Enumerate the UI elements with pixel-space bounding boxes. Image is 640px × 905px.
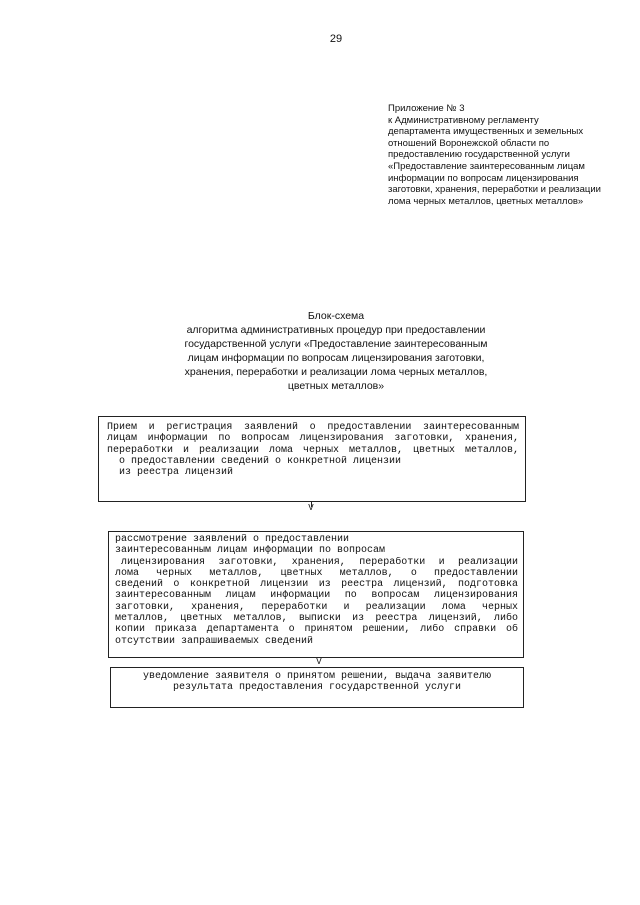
flow-box-line: переработки и реализации лома черных металлов, цветных металлов, (107, 444, 519, 456)
flow-box-line: Прием и регистрация заявлений о предоставлении заинтересованным (107, 422, 519, 433)
title-line: цветных металлов» (287, 380, 385, 392)
appendix-line: Приложение № 3 (388, 103, 465, 114)
flow-box-notification (110, 667, 524, 708)
flow-box-line: отсутствии запрашиваемых сведений (115, 635, 314, 647)
appendix-heading (388, 103, 633, 207)
flow-box-review (108, 531, 524, 658)
flow-arrow-down: V (308, 503, 314, 513)
appendix-line: отношений Воронежской области по (388, 137, 550, 149)
title-line: государственной услуги «Предоставление заинтересованным (184, 338, 488, 350)
appendix-line: к Административному регламенту (388, 114, 539, 126)
appendix-line: лома черных металлов, цветных металлов» (388, 195, 584, 207)
flow-box-line: металлов, цветных металлов, выписки из реестра лицензий, либо (115, 613, 518, 625)
appendix-line: заготовки, хранения, переработки и реализации (388, 184, 601, 196)
flow-box-line: заинтересованным лицам информации по вопросам лицензирования (115, 590, 518, 602)
flow-box-line: лицам информации по вопросам лицензирования заготовки, хранения, (107, 433, 519, 445)
flow-box-line: лицензирования заготовки, хранения, переработки и реализации (121, 556, 518, 568)
title-line: хранения, переработки и реализации лома черных металлов, (184, 366, 488, 378)
page-number: 29 (329, 33, 343, 45)
flow-box-line: заинтересованным лицам информации по вопросам (115, 545, 386, 557)
title-line: Блок-схема (307, 310, 365, 322)
appendix-line: информации по вопросам лицензирования (388, 172, 579, 184)
document-title (150, 309, 522, 393)
flow-box-line: копии приказа департамента о принятом решении, либо справки об (115, 624, 518, 636)
flow-box-line: уведомление заявителя о принятом решении, выдача заявителю (142, 671, 492, 682)
flow-box-line: сведений о конкретной лицензии из реестра лицензий, подготовка (115, 579, 518, 591)
flow-box-reception (98, 416, 526, 502)
flow-box-line: о предоставлении сведений о конкретной лицензии (119, 455, 402, 467)
title-line: алгоритма административных процедур при предоставлении (186, 324, 486, 336)
flow-box-line: из реестра лицензий (119, 467, 234, 479)
flow-box-line: лома черных металлов, цветных металлов, о предоставлении (115, 567, 518, 579)
appendix-line: департамента имущественных и земельных (388, 126, 584, 138)
flow-box-line: результата предоставления государственной услуги (172, 682, 462, 694)
flow-box-line: рассмотрение заявлений о предоставлении (115, 534, 350, 545)
flow-arrow-down: V (316, 657, 322, 667)
title-line: лицам информации по вопросам лицензирования заготовки, (187, 352, 485, 364)
appendix-line: предоставлению государственной услуги (388, 149, 570, 161)
appendix-line: «Предоставление заинтересованным лицам (388, 160, 585, 172)
flow-box-line: заготовки, хранения, переработки и реализации лома черных (115, 601, 518, 613)
